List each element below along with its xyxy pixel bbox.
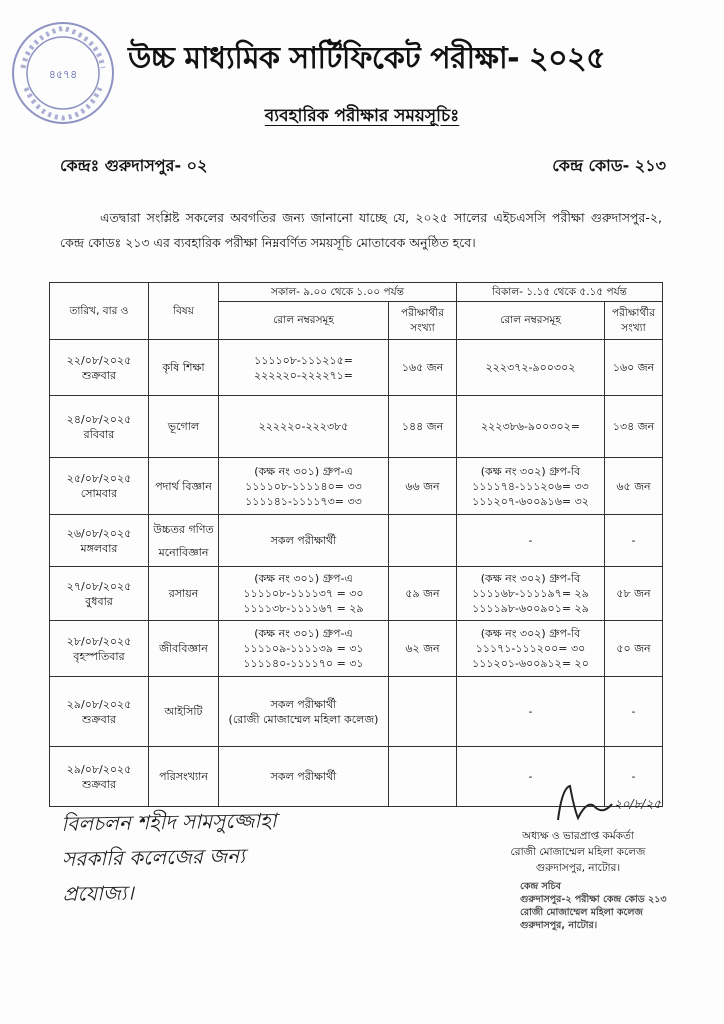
roll-line: সকল পরীক্ষার্থী	[270, 697, 337, 711]
day-text: শুক্রবার	[81, 777, 117, 791]
seal-number: ৪৫৭৪	[48, 68, 78, 81]
afternoon-count-cell: -	[605, 747, 663, 807]
afternoon-count-cell: ৬৫ জন	[605, 458, 663, 515]
signatory-college: রোজী মোজাম্মেল মহিলা কলেজ	[510, 846, 646, 858]
date-cell	[50, 567, 149, 621]
morning-count-cell: ৬২ জন	[389, 621, 457, 677]
date-cell	[50, 340, 149, 396]
schedule-table	[49, 282, 663, 807]
signature-icon	[548, 778, 678, 828]
day-text: শুক্রবার	[81, 368, 117, 382]
handwritten-line: বিলচলন শহীদ সামসুজ্জোহা	[61, 808, 277, 836]
date-cell	[50, 747, 149, 807]
header-count-morning: পরীক্ষার্থীর সংখ্যা	[389, 302, 457, 340]
stamp-line: গুরুদাসপুর, নাটোর।	[520, 920, 598, 931]
header-date: তারিখ, বার ও	[50, 283, 149, 340]
morning-count-cell: ৬৬ জন	[389, 458, 457, 515]
roll-line: (কক্ষ নং ৩০২) গ্রুপ-বি	[480, 464, 581, 478]
signatory-address: গুরুদাসপুর, নাটোর।	[535, 862, 621, 874]
date-text: ২২/০৮/২০২৫	[66, 353, 132, 367]
center-code: কেন্দ্র কোড- ২১৩	[552, 156, 666, 175]
afternoon-count-cell: -	[605, 515, 663, 567]
subtitle-text: ব্যবহারিক পরীক্ষার সময়সূচিঃ	[264, 106, 460, 126]
day-text: মঙ্গলবার	[80, 541, 118, 555]
signatory-title: অধ্যক্ষ ও ভারপ্রাপ্ত কর্মকর্তা	[522, 830, 634, 842]
subject-cell: পরিসংখ্যান	[149, 747, 219, 807]
date-cell	[50, 621, 149, 677]
morning-roll-cell	[219, 621, 389, 677]
morning-count-cell: ৫৯ জন	[389, 567, 457, 621]
day-text: রবিবার	[83, 427, 115, 441]
subject-cell: পদার্থ বিজ্ঞান	[149, 458, 219, 515]
roll-line: ১১১১৭৪-১১১২০৬= ৩৩	[472, 479, 589, 493]
subject-cell	[149, 515, 219, 567]
table-row	[50, 396, 663, 458]
day-text: শুক্রবার	[81, 712, 117, 726]
morning-roll-cell	[219, 567, 389, 621]
afternoon-roll-cell: ২২২৩৮৬-৯০০৩০২=	[457, 396, 605, 458]
signature-date: ২০/৮/২৫	[614, 797, 662, 811]
table-row	[50, 621, 663, 677]
subject-cell: কৃষি শিক্ষা	[149, 340, 219, 396]
morning-count-cell	[389, 515, 457, 567]
roll-line: ১১১১৯৮-৬০০৯০১= ২৯	[472, 602, 589, 615]
afternoon-roll-cell: ২২২৩৭২-৯০০৩০২	[457, 340, 605, 396]
afternoon-roll-cell: -	[457, 677, 605, 747]
table-row	[50, 567, 663, 621]
subject-line: উচ্চতর গণিত	[153, 522, 214, 536]
header-roll-afternoon: রোল নম্বরসমূহ	[457, 302, 605, 340]
date-text: ২৭/০৮/২০২৫	[66, 579, 132, 593]
afternoon-count-cell: ১৬০ জন	[605, 340, 663, 396]
afternoon-count-cell: -	[605, 677, 663, 747]
afternoon-count-cell: ৫৮ জন	[605, 567, 663, 621]
afternoon-count-cell: ১৩৪ জন	[605, 396, 663, 458]
roll-line: (কক্ষ নং ৩০২) গ্রুপ-বি	[480, 627, 581, 640]
afternoon-roll-cell: -	[457, 747, 605, 807]
morning-roll-cell	[219, 458, 389, 515]
stamp-line: কেন্দ্র সচিব	[520, 881, 561, 892]
subject-cell: আইসিটি	[149, 677, 219, 747]
table-row	[50, 458, 663, 515]
day-text: বুধবার	[85, 594, 113, 608]
stamp-line: গুরুদাসপুর-২ পরীক্ষা কেন্দ্র কোড ২১৩	[520, 894, 667, 905]
header-subject: বিষয়	[149, 283, 219, 340]
day-text: বৃহস্পতিবার	[73, 649, 125, 663]
date-cell	[50, 458, 149, 515]
signatory-block	[478, 828, 678, 876]
table-row	[50, 340, 663, 396]
morning-count-cell	[389, 677, 457, 747]
subject-cell: জীববিজ্ঞান	[149, 621, 219, 677]
table-row	[50, 515, 663, 567]
roll-line: ১১১১৪০-১১১১৭০ = ৩১	[243, 657, 364, 670]
roll-line: ১১১১০৮-১১১২১৫=	[254, 353, 353, 367]
morning-roll-cell: সকল পরীক্ষার্থী	[219, 747, 389, 807]
roll-line: ১১১১৪১-১১১১৭৩= ৩৩	[245, 494, 362, 508]
morning-roll-cell	[219, 340, 389, 396]
morning-roll-cell: সকল পরীক্ষার্থী	[219, 515, 389, 567]
date-text: ২৯/০৮/২০২৫	[66, 762, 132, 776]
day-text: সোমবার	[80, 487, 118, 500]
header-morning: সকাল- ৯.০০ থেকে ১.০০ পর্যন্ত	[219, 283, 457, 302]
afternoon-count-cell: ৫০ জন	[605, 621, 663, 677]
roll-line: ১১১২০১-৬০০৯১২= ২০	[472, 657, 589, 670]
date-cell	[50, 677, 149, 747]
afternoon-roll-cell: -	[457, 515, 605, 567]
roll-line: ১১১১০৮-১১১১৩৭ = ৩০	[243, 587, 364, 600]
header-afternoon: বিকাল- ১.১৫ থেকে ৫.১৫ পর্যন্ত	[457, 283, 663, 302]
center-stamp	[520, 880, 690, 932]
afternoon-roll-cell	[457, 567, 605, 621]
table-row	[50, 677, 663, 747]
subject-cell: ভূগোল	[149, 396, 219, 458]
morning-count-cell	[389, 747, 457, 807]
center-name: কেন্দ্রঃ গুরুদাসপুর- ০২	[60, 156, 208, 175]
date-cell	[50, 396, 149, 458]
date-text: ২৬/০৮/২০২৫	[66, 526, 132, 540]
intro-paragraph: এতদ্বারা সংশ্লিষ্ট সকলের অবগতির জন্য জানানো যাচ্ছে যে, ২০২৫ সালের এইচএসসি পরীক্ষা গুরুদাসপুর-২, কেন্দ্র কোডঃ ২১৩ এর ব্যবহারিক পরীক্ষা নিম্নবর্ণিত সময়সূচি মোতাবেক অনুষ্ঠিত হবে।	[60, 210, 662, 250]
morning-count-cell: ১৬৫ জন	[389, 340, 457, 396]
roll-line: ১১১১০৯-১১১১৩৯ = ৩১	[243, 642, 364, 655]
afternoon-roll-cell	[457, 621, 605, 677]
roll-line: ১১১১৬৮-১১১১৯৭= ২৯	[472, 587, 589, 600]
handwritten-line: প্রযোজ্য।	[62, 880, 134, 906]
handwritten-note	[61, 803, 278, 912]
morning-count-cell: ১৪৪ জন	[389, 396, 457, 458]
date-cell	[50, 515, 149, 567]
roll-line: (কক্ষ নং ৩০১) গ্রুপ-এ	[254, 464, 353, 478]
page-subtitle	[0, 103, 724, 131]
subject-line: মনোবিজ্ঞান	[158, 545, 209, 559]
handwritten-line: সরকারি কলেজের জন্য	[61, 843, 246, 871]
header-count-afternoon: পরীক্ষার্থীর সংখ্যা	[605, 302, 663, 340]
roll-line: ১১১২০৭-৬০০৯১৬= ৩২	[472, 494, 589, 508]
date-text: ২৮/০৮/২০২৫	[66, 634, 132, 648]
morning-roll-cell: ২২২২২০-২২২৩৮৫	[219, 396, 389, 458]
roll-line: ২২২২২০-২২২২৭১=	[254, 368, 353, 382]
date-text: ২৯/০৮/২০২৫	[66, 697, 132, 711]
page-title: উচ্চ মাধ্যমিক সার্টিফিকেট পরীক্ষা- ২০২৫	[128, 41, 606, 76]
date-text: ২৫/০৮/২০২৫	[66, 472, 132, 485]
roll-line: (কক্ষ নং ৩০১) গ্রুপ-এ	[254, 627, 353, 640]
roll-line: ১১১৭১-১১১২০০= ৩০	[475, 642, 586, 655]
header-roll-morning: রোল নম্বরসমূহ	[219, 302, 389, 340]
roll-line: (কক্ষ নং ৩০২) গ্রুপ-বি	[480, 572, 581, 585]
afternoon-roll-cell	[457, 458, 605, 515]
stamp-line: রোজী মোজাম্মেল মহিলা কলেজ	[520, 907, 643, 918]
roll-line: ১১১১০৮-১১১১৪০= ৩৩	[245, 479, 362, 493]
roll-line: (কক্ষ নং ৩০১) গ্রুপ-এ	[254, 572, 353, 585]
roll-line: ১১১১৩৮-১১১১৬৭ = ২৯	[243, 602, 364, 615]
subject-cell: রসায়ন	[149, 567, 219, 621]
roll-line: (রোজী মোজাম্মেল মহিলা কলেজ)	[228, 712, 379, 726]
morning-roll-cell	[219, 677, 389, 747]
date-text: ২৪/০৮/২০২৫	[66, 412, 132, 426]
